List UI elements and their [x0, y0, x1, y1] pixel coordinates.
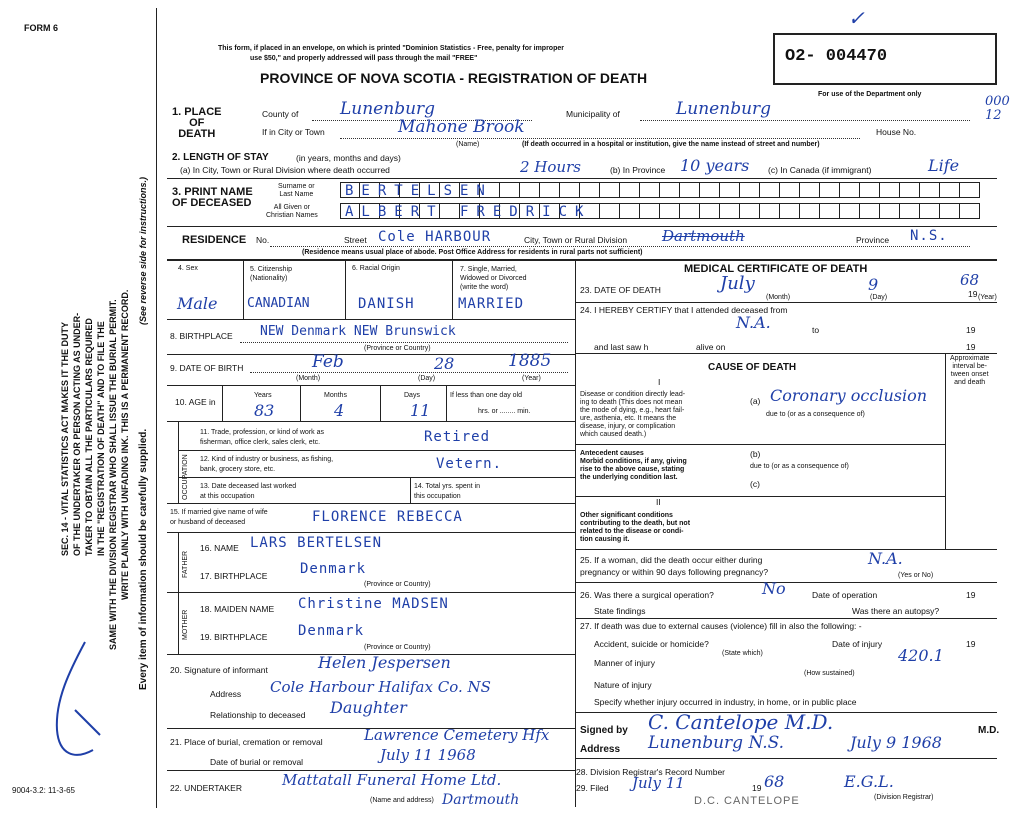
relationship-value: Daughter [330, 698, 407, 717]
form-number: FORM 6 [24, 23, 59, 33]
division-registrar-hint: (Division Registrar) [874, 794, 934, 801]
surgical-value: No [762, 579, 786, 598]
county-label: County of [262, 109, 299, 119]
dob-day-value: 28 [434, 354, 455, 373]
father-bp-label: 17. BIRTHPLACE [200, 571, 268, 581]
due-to-2: due to (or as a consequence of) [750, 463, 849, 470]
stay-c-label: (c) In Canada (if immigrant) [768, 165, 872, 175]
reg-record-label: 28. Division Registrar's Record Number [576, 767, 726, 777]
sidebar-line-4: IN THE "REGISTRATION OF DEATH" AND TO FILE THE [96, 321, 106, 556]
dob-day-hint: (Day) [418, 375, 436, 382]
industry-label: 12. Kind of industry or business, as fishing, bank, grocery store, etc. [200, 456, 334, 473]
father-name-label: 16. NAME [200, 543, 239, 553]
undertaker-city-value: Dartmouth [442, 792, 520, 808]
surgical-label: 26. Was there a surgical operation? [580, 590, 714, 600]
medical-title: MEDICAL CERTIFICATE OF DEATH [684, 263, 868, 275]
age-years-value: 83 [254, 401, 275, 420]
surname-label: Surname or Last Name [278, 183, 315, 198]
dept-use-label: For use of the Department only [818, 91, 922, 98]
death-day-hint: (Day) [870, 294, 888, 301]
res-city-value: Dartmouth [662, 227, 745, 245]
burial-date-label: Date of burial or removal [210, 757, 304, 767]
death-month-value: July [720, 273, 755, 294]
dob-month-hint: (Month) [296, 375, 321, 382]
cause-a-value: Coronary occlusion [770, 386, 928, 405]
name-hint: (Name) [456, 141, 480, 148]
burial-place-label: 21. Place of burial, cremation or removal [170, 737, 323, 747]
mother-maiden-value: Christine MADSEN [298, 596, 449, 612]
injury-code-value: 420.1 [898, 646, 944, 665]
how-sustained-hint: (How sustained) [804, 670, 855, 677]
sidebar-line-6: WRITE PLAINLY WITH UNFADING INK. THIS IS A PERMANENT RECORD. [120, 289, 130, 600]
house-no-label: House No. [876, 127, 917, 137]
undertaker-hint: (Name and address) [370, 797, 434, 804]
sidebar-border [156, 8, 157, 808]
filed-year-value: 68 [764, 772, 785, 791]
registrar-print-stamp: D.C. CANTELOPE [694, 795, 800, 807]
disease-label: Disease or condition directly lead- ing to death (This does not mean the mode of dying, e.g., heart fail- ure, asthenia, etc. It means the disease, injury, or complication which caused death.) [580, 391, 686, 438]
residence-hint: (Residence means usual place of abode. Post Office Address for residents in rural parts not sufficient) [302, 249, 643, 256]
yes-no-hint: (Yes or No) [898, 572, 934, 579]
city-value: Mahone Brook [398, 117, 525, 137]
sidebar-line-1: SEC. 14 - VITAL STATISTICS ACT MAKES IT THE DUTY [60, 321, 70, 556]
res-street-value: Cole HARBOUR [378, 229, 492, 245]
age-months-label: Months [324, 392, 347, 399]
occupation-tab: OCCUPATION [182, 454, 189, 500]
res-no-label: No. [256, 235, 270, 245]
given-value: ALBERT FREDRICK [345, 204, 592, 220]
father-tab: FATHER [182, 550, 189, 578]
dob-month-value: Feb [312, 352, 344, 372]
check-mark: ✓ [848, 6, 865, 30]
specify-label: Specify whether injury occurred in industry, in home, or in public place [594, 697, 857, 707]
death-year-prefix: 19 [968, 289, 978, 299]
mother-bp-value: Denmark [298, 623, 365, 639]
length-of-stay-label: 2. LENGTH OF STAY [172, 152, 269, 163]
accident-label: Accident, suicide or homicide? [594, 639, 709, 649]
death-year-hint: (Year) [978, 294, 997, 301]
registrar-value: E.G.L. [844, 772, 894, 791]
date-op-label: Date of operation [812, 590, 878, 600]
footer-code: 9004-3.2: 11-3-65 [12, 786, 76, 795]
approx-interval-label: Approximate interval be- tween onset and death [950, 355, 990, 386]
birthplace-hint: (Province or Country) [364, 345, 431, 352]
res-province-value: N.S. [910, 228, 948, 244]
sex-label: 4. Sex [178, 265, 198, 272]
signed-by-label: Signed by [580, 725, 628, 736]
res-city-label: City, Town or Rural Division [524, 235, 628, 245]
death-day-value: 9 [868, 275, 879, 294]
informant-sig-value: Helen Jespersen [318, 653, 451, 672]
birthplace-label: 8. BIRTHPLACE [170, 331, 233, 341]
sig-address-label: Address [580, 744, 621, 755]
hospital-hint: (If death occurred in a hospital or institution, give the name instead of street and number) [522, 141, 820, 148]
death-month-hint: (Month) [766, 294, 791, 301]
informant-address-value: Cole Harbour Halifax Co. NS [270, 678, 491, 696]
city-label: If in City or Town [262, 127, 325, 137]
citizenship-value: CANADIAN [247, 296, 310, 311]
trade-value: Retired [424, 429, 491, 445]
informant-address-label: Address [210, 689, 242, 699]
due-to-1: due to (or as a consequence of) [766, 411, 865, 418]
age-months-value: 4 [334, 401, 345, 420]
sex-value: Male [177, 294, 218, 313]
registration-number: O2- 004470 [785, 47, 888, 66]
racial-value: DANISH [358, 296, 415, 312]
father-bp-value: Denmark [300, 561, 367, 577]
date-injury-19: 19 [966, 639, 976, 649]
sig-address-value: Lunenburg N.S. [648, 733, 785, 753]
mother-bp-hint: (Province or Country) [364, 644, 431, 651]
birthplace-value: NEW Denmark NEW Brunswick [260, 324, 456, 339]
state-which-hint: (State which) [722, 650, 763, 657]
woman-value: N.A. [868, 549, 903, 568]
stay-b-label: (b) In Province [610, 165, 666, 175]
place-of-death-label: 1. PLACE OF DEATH [172, 106, 222, 140]
certify-to-label: to [812, 325, 820, 335]
antecedent-label: Antecedent causes Morbid conditions, if any, giving rise to the above cause, stating the underlying condition last. [580, 450, 687, 481]
md-label: M.D. [978, 725, 1000, 736]
father-bp-hint: (Province or Country) [364, 581, 431, 588]
manner-label: Manner of injury [594, 658, 655, 668]
age-years-label: Years [254, 392, 272, 399]
mother-bp-label: 19. BIRTHPLACE [200, 632, 268, 642]
certify-label: 24. I HEREBY CERTIFY that I attended deceased from [580, 305, 788, 315]
sidebar-line-2: OF THE UNDERTAKER OR PERSON ACTING AS UNDER- [72, 312, 82, 556]
hrs-min-label: hrs. or ........ min. [478, 408, 531, 415]
dob-year-hint: (Year) [522, 375, 541, 382]
wife-value: FLORENCE REBECCA [312, 509, 463, 525]
undertaker-label: 22. UNDERTAKER [170, 783, 242, 793]
filed-date-value: July 11 [632, 774, 685, 792]
trade-label: 11. Trade, profession, or kind of work as fisherman, office clerk, sales clerk, etc. [200, 429, 324, 446]
alive-on-label: alive on [696, 342, 726, 352]
total-years-label: 14. Total yrs. spent in this occupation [414, 483, 481, 500]
mail-notice-2: use $50," and properly addressed will pass through the mail "FREE" [250, 55, 478, 62]
age-days-label: Days [404, 392, 420, 399]
cause-b-label: (b) [750, 449, 761, 459]
marital-value: MARRIED [458, 296, 525, 312]
stay-a-label: (a) In City, Town or Rural Division where death occurred [180, 165, 390, 175]
surname-value: BERTELSEN [345, 183, 493, 199]
stay-hint: (in years, months and days) [296, 153, 401, 163]
informant-sig-label: 20. Signature of informant [170, 665, 268, 675]
column-divider [575, 259, 576, 807]
state-findings-label: State findings [594, 606, 646, 616]
cause-c-label: (c) [750, 479, 760, 489]
last-saw-label: and last saw h [594, 342, 649, 352]
relationship-label: Relationship to deceased [210, 710, 306, 720]
death-year-value: 68 [960, 271, 980, 289]
sidebar-supply: Every item of information should be carefully supplied. [138, 428, 149, 690]
age-label: 10. AGE in [175, 397, 216, 407]
res-street-label: Street [344, 235, 367, 245]
date-of-death-label: 23. DATE OF DEATH [580, 285, 661, 295]
citizenship-label: 5. Citizenship (Nationality) [250, 266, 293, 282]
undertaker-value: Mattatall Funeral Home Ltd. [282, 771, 502, 789]
wife-label: 15. If married give name of wife or husband of deceased [170, 509, 268, 526]
res-province-label: Province [856, 235, 890, 245]
dept-codes: 000 12 [985, 94, 1010, 123]
roman-one: I [658, 377, 661, 387]
roman-two: II [656, 497, 661, 507]
certify-from-value: N.A. [736, 313, 771, 332]
father-name-value: LARS BERTELSEN [250, 535, 383, 551]
filed-label: 29. Filed [576, 783, 609, 793]
stay-c-value: Life [928, 156, 960, 175]
sidebar-line-5: SAME WITH THE DIVISION REGISTRAR WHO SHALL ISSUE THE BURIAL PERMIT. [108, 299, 118, 650]
age-days-value: 11 [410, 401, 431, 420]
racial-label: 6. Racial Origin [352, 265, 400, 272]
sidebar-line-3: TAKER TO OBTAIN ALL THE PARTICULARS REQUIRED [84, 318, 94, 556]
date-injury-label: Date of injury [832, 639, 883, 649]
residence-label: RESIDENCE [182, 234, 247, 246]
woman-label: 25. If a woman, did the death occur either during pregnancy or within 90 days following pregnancy? [580, 555, 769, 577]
municipality-value: Lunenburg [676, 99, 772, 119]
autopsy-label: Was there an autopsy? [852, 606, 940, 616]
stay-b-value: 10 years [680, 156, 750, 175]
other-conditions-label: Other significant conditions contributing to the death, but not related to the disease or condi- tion causing it. [580, 512, 691, 543]
certify-19-label: 19 [966, 325, 976, 335]
less-than-day-label: If less than one day old [450, 392, 522, 399]
dob-label: 9. DATE OF BIRTH [170, 363, 244, 373]
cause-title: CAUSE OF DEATH [708, 362, 797, 373]
stay-a-value: 2 Hours [520, 158, 581, 176]
date-last-worked-label: 13. Date deceased last worked at this occupation [200, 483, 297, 500]
signed-by-value: C. Cantelope M.D. [648, 710, 834, 734]
cause-a-label: (a) [750, 396, 761, 406]
burial-date-value: July 11 1968 [380, 746, 476, 764]
mail-notice-1: This form, if placed in an envelope, on which is printed "Dominion Statistics - Free, penalty for improper [218, 45, 564, 52]
industry-value: Vetern. [436, 456, 503, 472]
date-op-19: 19 [966, 590, 976, 600]
external-label: 27. If death was due to external causes (violence) fill in also the following: - [580, 621, 862, 631]
sidebar-note: (See reverse side for instructions.) [138, 176, 148, 325]
alive-19-label: 19 [966, 342, 976, 352]
sig-date-value: July 9 1968 [850, 733, 942, 752]
mother-maiden-label: 18. MAIDEN NAME [200, 604, 275, 614]
municipality-label: Municipality of [566, 109, 620, 119]
given-label: All Given or Christian Names [266, 204, 318, 219]
signature-flourish [45, 640, 105, 770]
filed-19: 19 [752, 783, 762, 793]
marital-label: 7. Single, Married, Widowed or Divorced (write the word) [460, 266, 527, 291]
burial-place-value: Lawrence Cemetery Hfx [364, 726, 550, 744]
page-title: PROVINCE OF NOVA SCOTIA - REGISTRATION OF DEATH [260, 70, 648, 86]
mother-tab: MOTHER [182, 609, 189, 640]
registration-number-box [773, 33, 997, 85]
print-name-label: 3. PRINT NAME OF DECEASED [172, 186, 253, 209]
county-value: Lunenburg [340, 99, 436, 119]
nature-label: Nature of injury [594, 680, 652, 690]
dob-year-value: 1885 [508, 351, 552, 371]
